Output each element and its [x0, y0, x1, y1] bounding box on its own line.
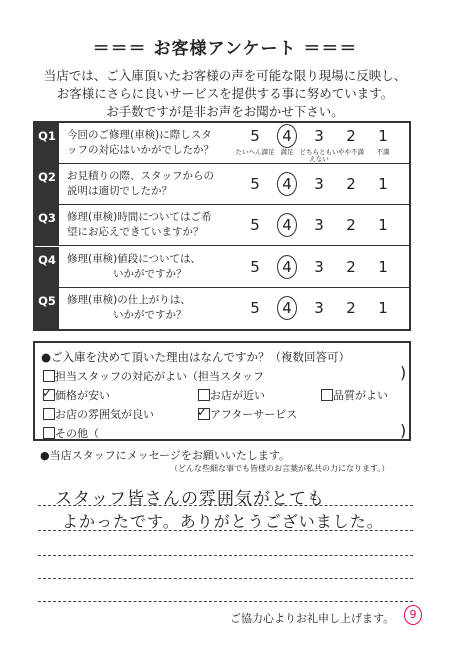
option-label-price: 価格が安い: [55, 389, 110, 402]
question-text: [67, 210, 252, 240]
rating-option-5[interactable]: 5: [250, 216, 260, 235]
survey-title: ＝＝＝ お客様アンケート ＝＝＝: [92, 39, 358, 59]
selected-rating-circle: [277, 124, 297, 148]
question-row: [35, 247, 409, 288]
rating-option-4[interactable]: 4: [282, 257, 292, 276]
page-number: 9: [404, 605, 422, 625]
rating-label: 不満: [376, 148, 390, 156]
option-label-other: その他（: [55, 427, 99, 440]
question-text-line: いかがですか？: [113, 267, 187, 280]
option-checkbox-quality[interactable]: [321, 389, 333, 401]
rating-option-1[interactable]: 1: [378, 127, 388, 145]
question-number: Q5: [35, 288, 59, 329]
rating-option-2[interactable]: 2: [346, 127, 356, 145]
question-text-line: 今回のご修理(車検)に際しスタ: [67, 129, 212, 141]
option-checkbox-staff[interactable]: [43, 370, 55, 382]
question-text-line: 修理(車検)値段については、: [67, 252, 201, 265]
rating-option-1[interactable]: 1: [378, 257, 388, 276]
option-label-atmosphere: お店の雰囲気が良い: [55, 408, 154, 421]
question-row: [35, 205, 409, 246]
reason-section: [33, 341, 411, 441]
rating-option-4[interactable]: 4: [282, 175, 292, 194]
writing-line: [38, 578, 413, 579]
question-text-line: お見積りの際、スタッフからの: [67, 170, 214, 183]
question-number: Q3: [35, 205, 59, 245]
question-row: [35, 288, 409, 329]
rating-option-3[interactable]: 3: [314, 257, 324, 276]
question-text: [67, 128, 252, 158]
rating-option-1[interactable]: 1: [378, 216, 388, 235]
thanks-message: ご協力心よりお礼申し上げます。: [230, 612, 395, 625]
intro-line-3: お手数ですが是非お声をお聞かせ下さい。: [106, 104, 344, 119]
rating-option-4[interactable]: 4: [282, 127, 292, 145]
rating-option-4[interactable]: 4: [282, 298, 292, 317]
rating-option-5[interactable]: 5: [250, 257, 260, 276]
rating-option-3[interactable]: 3: [314, 127, 324, 145]
question-text-line: いかがですか？: [113, 308, 187, 321]
rating-option-5[interactable]: 5: [250, 127, 260, 145]
option-label-quality: 品質がよい: [333, 389, 388, 402]
message-title: ●当店スタッフにメッセージをお願いいたします。: [40, 449, 291, 462]
writing-line: [38, 555, 413, 556]
intro-line-2: お客様にさらに良いサービスを提供する事に努めています。: [56, 86, 394, 101]
rating-option-3[interactable]: 3: [314, 298, 324, 317]
question-text-line: 修理(車検)の仕上がりは、: [67, 293, 191, 306]
question-row: [35, 164, 409, 205]
intro-line-1: 当店では、ご入庫頂いたお客様の声を可能な限り現場に反映し、: [43, 68, 407, 83]
selected-rating-circle: [277, 255, 297, 279]
rating-option-2[interactable]: 2: [346, 257, 356, 276]
question-text-line: 望にお応えできていますか？: [67, 226, 204, 239]
check-mark-icon: ✓: [197, 405, 208, 419]
close-paren: ): [400, 363, 407, 382]
message-note: （どんな些細な事でも皆様のお言葉が私共の力になります。）: [170, 464, 390, 473]
selected-rating-circle: [277, 296, 297, 320]
rating-option-4[interactable]: 4: [282, 216, 292, 235]
question-number: Q4: [35, 247, 59, 287]
option-label-aftercare: アフターサービス: [210, 408, 298, 421]
question-text: [67, 169, 252, 199]
question-text: [67, 252, 252, 282]
rating-option-5[interactable]: 5: [250, 298, 260, 317]
option-label-staff: 担当スタッフの対応がよい（担当スタッフ: [55, 370, 264, 383]
rating-label: どちらともいえない: [299, 148, 339, 163]
question-text-line: 説明は適切でしたか？: [67, 185, 172, 198]
question-text: [67, 293, 252, 323]
rating-option-2[interactable]: 2: [346, 216, 356, 235]
option-checkbox-near[interactable]: [198, 389, 210, 401]
question-number: Q2: [35, 164, 59, 204]
option-checkbox-atmosphere[interactable]: [43, 408, 55, 420]
rating-option-5[interactable]: 5: [250, 175, 260, 194]
rating-option-3[interactable]: 3: [314, 216, 324, 235]
handwritten-message-line-2: よかったです。ありがとうございました。: [62, 512, 384, 531]
rating-option-1[interactable]: 1: [378, 175, 388, 194]
handwritten-message-line-1: スタッフ皆さんの雰囲気がとても: [55, 489, 325, 509]
rating-option-1[interactable]: 1: [378, 298, 388, 317]
rating-label: 満足: [280, 148, 294, 156]
rating-label: たいへん満足: [235, 148, 275, 156]
option-label-near: お店が近い: [210, 389, 265, 402]
rating-label: やや不満: [338, 148, 364, 156]
rating-option-3[interactable]: 3: [314, 175, 324, 194]
rating-option-2[interactable]: 2: [346, 175, 356, 194]
option-checkbox-other[interactable]: [43, 427, 55, 439]
rating-option-2[interactable]: 2: [346, 298, 356, 317]
writing-line: [38, 601, 413, 602]
close-paren: ): [400, 421, 407, 440]
question-row: [35, 123, 409, 164]
question-number: Q1: [35, 123, 59, 163]
question-text-line: 修理(車検)時間についてはご希: [67, 211, 212, 224]
reason-question: ●ご入庫を決めて頂いた理由はなんですか？（複数回答可）: [41, 350, 351, 364]
questions-table: [33, 121, 411, 331]
question-text-line: ッフの対応はいかがでしたか？: [67, 144, 214, 156]
check-mark-icon: ✓: [42, 386, 53, 400]
